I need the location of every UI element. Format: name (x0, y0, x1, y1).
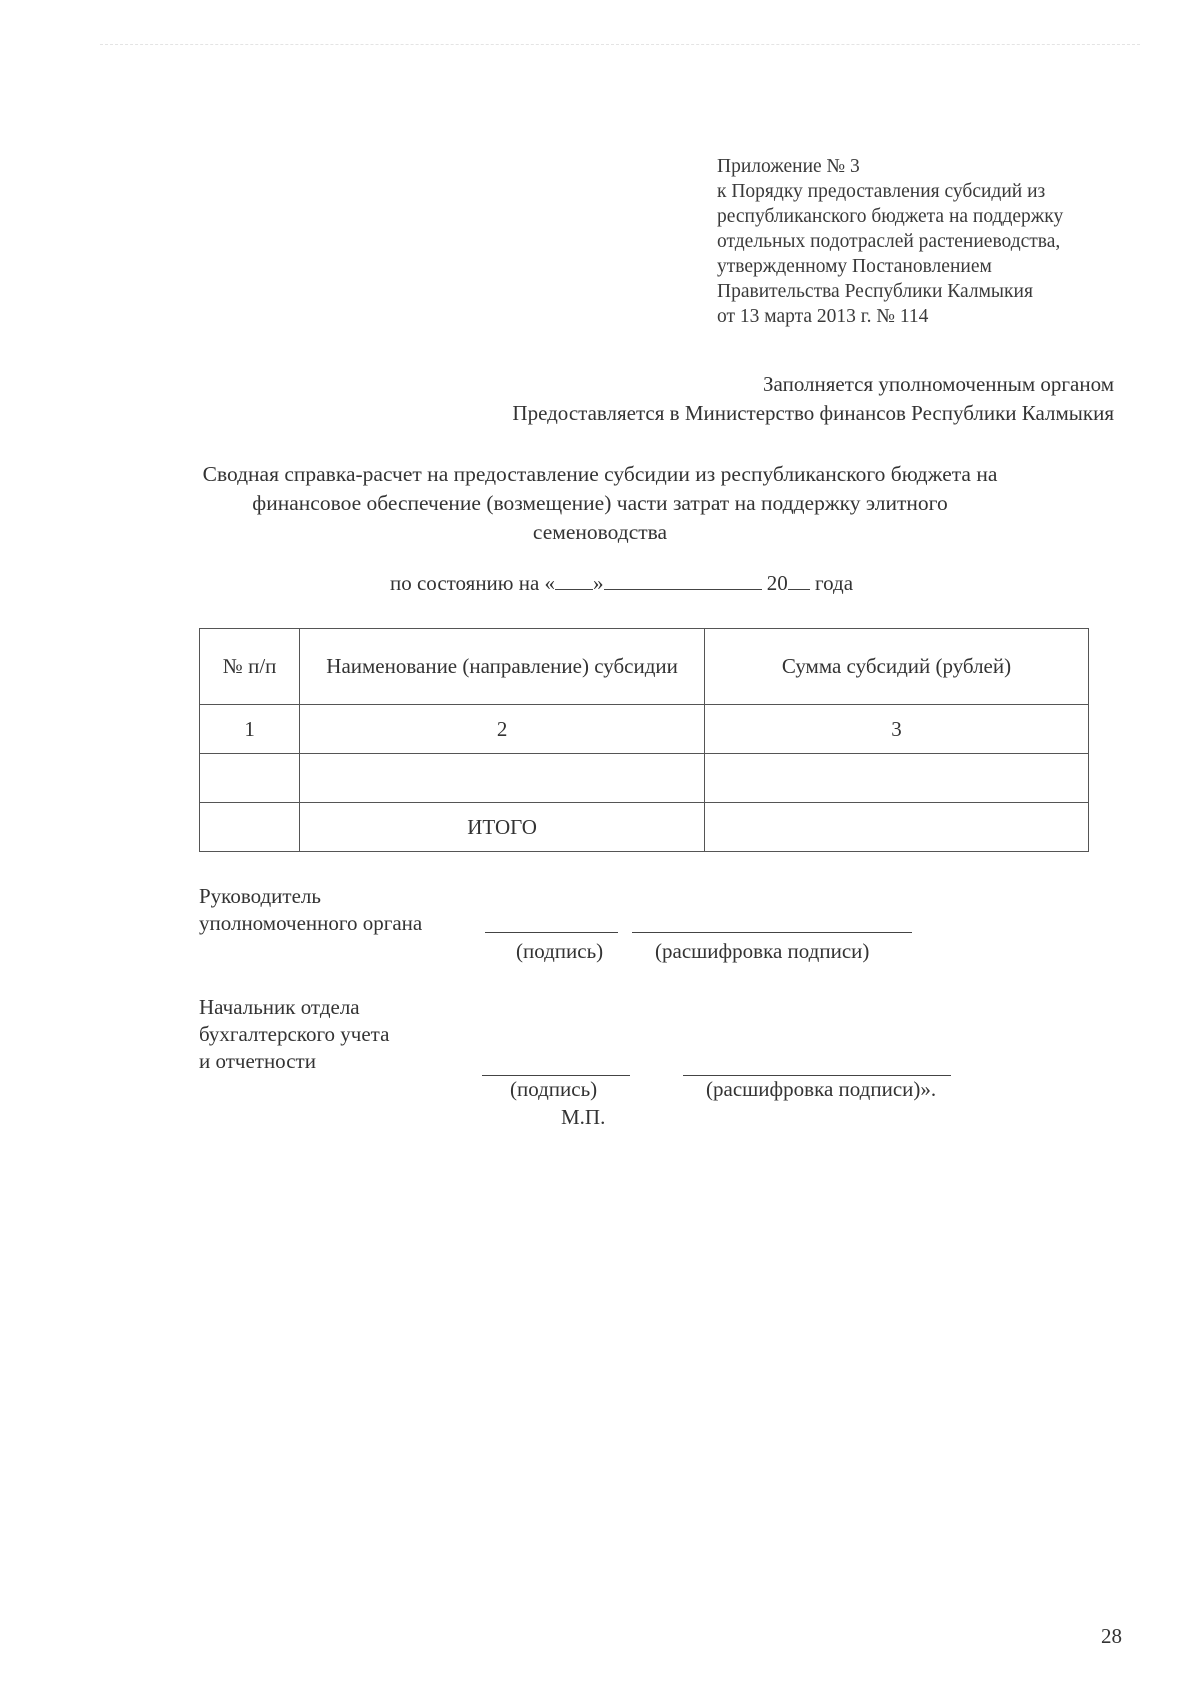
year-prefix: 20 (766, 571, 788, 595)
column-number-cell: 3 (704, 705, 1088, 754)
filled-by-note: Заполняется уполномоченным органом (763, 372, 1114, 396)
accounting-title-line: Начальник отдела (199, 995, 360, 1019)
fill-note (512, 370, 1114, 428)
table-row (200, 754, 1089, 803)
head-title-block (199, 883, 422, 937)
total-amount-cell[interactable] (704, 803, 1088, 852)
appendix-line: Правительства Республики Калмыкия (717, 281, 1033, 302)
table-cell[interactable] (704, 754, 1088, 803)
accounting-title-line: и отчетности (199, 1049, 316, 1073)
accounting-title-block (199, 994, 389, 1075)
appendix-line: республиканского бюджета на поддержку (717, 206, 1064, 227)
as-of-quote-close: » (593, 571, 604, 595)
appendix-line: Приложение № 3 (717, 156, 860, 177)
header-number: № п/п (200, 629, 300, 705)
head-name-line[interactable] (632, 932, 912, 933)
title-line: Сводная справка-расчет на предоставление субсидии из республиканского бюджета на (202, 462, 998, 486)
head-title-line: Руководитель (199, 884, 321, 908)
head-signature-line[interactable] (485, 932, 618, 933)
year-blank[interactable] (788, 571, 810, 590)
as-of-date-line (390, 571, 853, 596)
as-of-prefix: по состоянию на « (390, 571, 556, 595)
table-cell[interactable] (200, 754, 300, 803)
accounting-signature-caption: (подпись) (510, 1077, 598, 1101)
subsidy-calc-table (199, 628, 1089, 852)
header-subsidy-amount: Сумма субсидий (рублей) (704, 629, 1088, 705)
table-cell[interactable] (300, 754, 705, 803)
table-cell (200, 803, 300, 852)
accounting-title-line: бухгалтерского учета (199, 1022, 390, 1046)
column-number-cell: 2 (300, 705, 705, 754)
accounting-name-line[interactable] (683, 1075, 951, 1076)
month-blank[interactable] (604, 571, 762, 590)
as-of-suffix: года (815, 571, 854, 595)
accounting-name-caption: (расшифровка подписи)». (706, 1077, 937, 1101)
appendix-line: утвержденному Постановлением (717, 256, 992, 277)
appendix-line: отдельных подотраслей растениеводства, (717, 231, 1061, 252)
head-title-line: уполномоченного органа (199, 911, 423, 935)
table-total-row (200, 803, 1089, 852)
accounting-signature-line[interactable] (482, 1075, 630, 1076)
appendix-line: от 13 марта 2013 г. № 114 (717, 306, 929, 327)
header-subsidy-name: Наименование (направление) субсидии (300, 629, 705, 705)
table-column-number-row (200, 705, 1089, 754)
head-name-caption: (расшифровка подписи) (655, 939, 870, 963)
title-line: финансовое обеспечение (возмещение) части затрат на поддержку элитного (252, 491, 948, 515)
day-blank[interactable] (555, 571, 593, 590)
document-title (150, 460, 1050, 547)
head-signature-caption: (подпись) (516, 939, 604, 963)
column-number-cell: 1 (200, 705, 300, 754)
total-label: ИТОГО (300, 803, 705, 852)
submitted-to-note: Предоставляется в Министерство финансов Республики Калмыкия (512, 401, 1114, 425)
appendix-line: к Порядку предоставления субсидий из (717, 181, 1046, 202)
page-number: 28 (1101, 1624, 1122, 1648)
title-line: семеноводства (532, 520, 668, 544)
table-header-row (200, 629, 1089, 705)
appendix-header (717, 154, 1157, 329)
stamp-place-label: М.П. (561, 1105, 606, 1129)
scan-edge-artifact (100, 44, 1140, 45)
